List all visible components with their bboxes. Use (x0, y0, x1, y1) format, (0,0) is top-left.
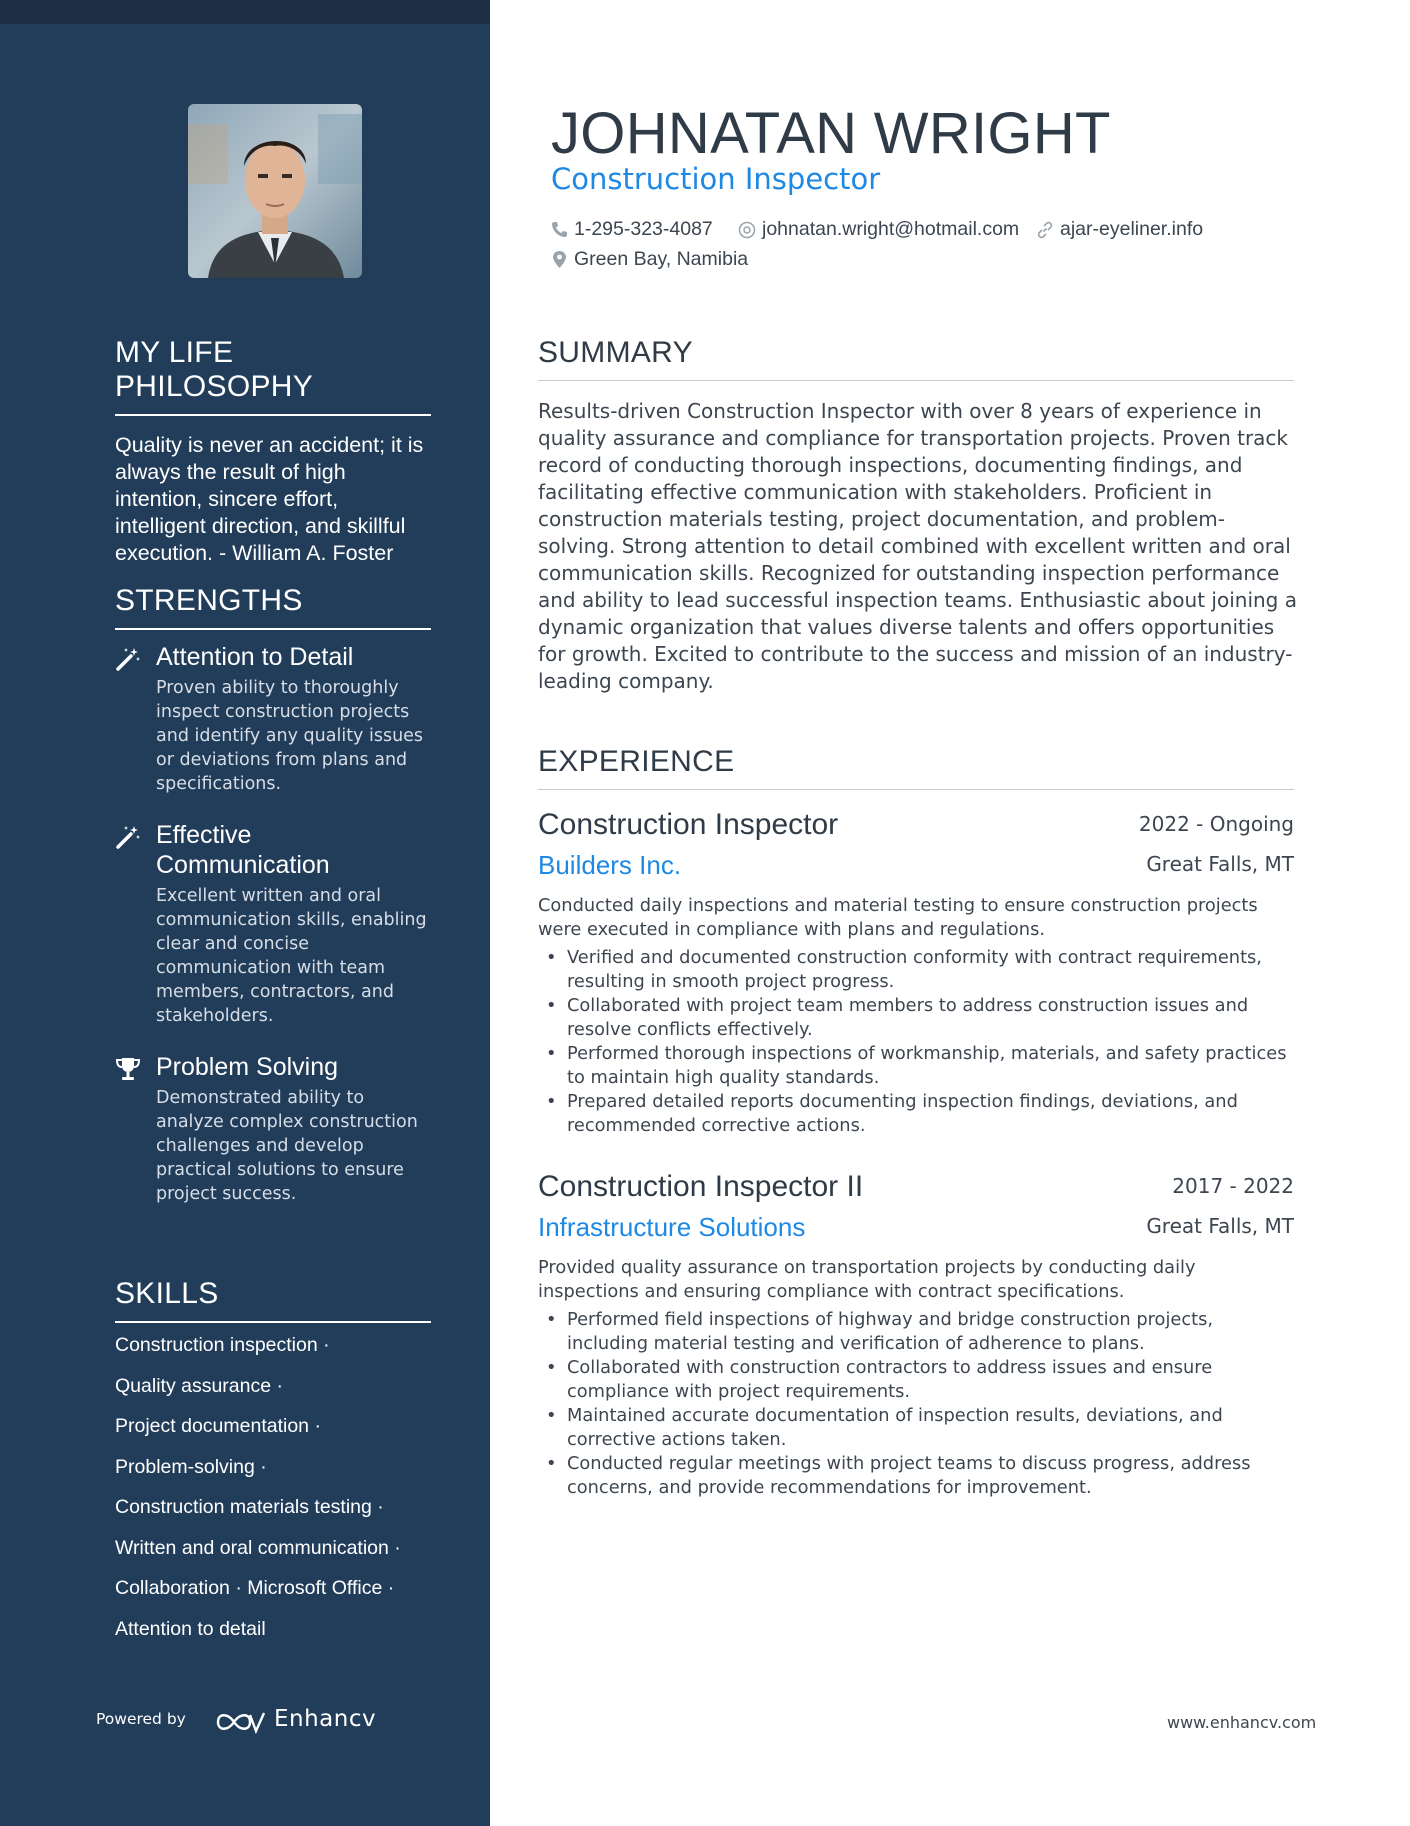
contact-website[interactable] (1036, 218, 1203, 241)
job-location: Great Falls, MT (1146, 852, 1294, 876)
contact-email[interactable] (738, 218, 1019, 241)
strengths-heading: STRENGTHS (115, 584, 431, 630)
job-bullet: • Conducted regular meetings with project teams to discuss progress, address concerns, and provide recommendations for improvement. (538, 1452, 1294, 1500)
summary-text: Results-driven Construction Inspector with over 8 years of experience in quality assurance and compliance for transportation projects. Proven track record of conducting thorough inspections, documenting findings, and facilitating effective communication with stakeholders. Proficient in construction materials testing, project documentation, and problem-solving. Strong attention to detail combined with excellent written and oral communication skills. Recognized for outstanding inspection performance and ability to lead successful inspection teams. Enthusiastic about joining a dynamic organization that values diverse talents and offers opportunities for growth. Excited to contribute to the success and mission of an industry-leading company. (538, 399, 1297, 693)
strength-description: Proven ability to thoroughly inspect construction projects and identify any quality issues or deviations from plans and specifications. (156, 678, 424, 794)
job-description: Provided quality assurance on transportation projects by conducting daily inspections and ensuring compliance with contract specifications. (538, 1257, 1196, 1302)
strengths-section (115, 584, 431, 1206)
trophy-icon (115, 1056, 141, 1082)
skill-item: Project documentation · (115, 1415, 321, 1437)
job-location: Great Falls, MT (1146, 1214, 1294, 1238)
skill-item: Problem-solving · (115, 1455, 267, 1478)
job-company[interactable]: Builders Inc. (538, 850, 682, 880)
skills-list (115, 1325, 431, 1649)
magic-wand-icon (115, 646, 141, 672)
strength-description: Excellent written and oral communication skills, enabling clear and concise communication with team members, contractors, and stakeholders. (156, 886, 427, 1026)
candidate-name: JOHNATAN WRIGHT (551, 101, 1111, 166)
job-bullet: • Performed field inspections of highway and bridge construction projects, including material testing and verification of adherence to plans. (538, 1308, 1294, 1356)
location-pin-icon (551, 250, 568, 269)
job-bullet: • Maintained accurate documentation of inspection results, deviations, and corrective actions taken. (538, 1404, 1294, 1452)
email-text: johnatan.wright@hotmail.com (762, 218, 1020, 240)
skill-item: Attention to detail (115, 1617, 266, 1640)
job-bullet: • Prepared detailed reports documenting inspection findings, deviations, and recommended corrective actions. (538, 1090, 1294, 1138)
candidate-title: Construction Inspector (551, 162, 881, 196)
job-role: Construction Inspector II (538, 1170, 864, 1203)
strength-item (115, 820, 431, 1028)
skill-item: Collaboration · Microsoft Office · (115, 1577, 395, 1599)
experience-entry (538, 1170, 1294, 1500)
strength-item (115, 642, 431, 796)
profile-photo (188, 104, 362, 278)
contact-phone[interactable] (551, 218, 713, 241)
strength-description: Demonstrated ability to analyze complex construction challenges and develop practical solutions to ensure project success. (156, 1088, 418, 1204)
skill-item: Quality assurance · (115, 1374, 283, 1397)
sidebar-top-band (0, 0, 490, 24)
footer-website-link[interactable]: www.enhancv.com (1167, 1713, 1317, 1732)
job-bullet: • Performed thorough inspections of workmanship, materials, and safety practices to maintain high quality standards. (538, 1042, 1294, 1090)
job-description: Conducted daily inspections and material testing to ensure construction projects were executed in compliance with plans and regulations. (538, 895, 1258, 940)
phone-text: 1-295-323-4087 (574, 218, 713, 240)
enhancv-logo-icon[interactable] (214, 1707, 276, 1737)
job-dates: 2022 - Ongoing (1138, 812, 1294, 836)
link-icon (1036, 221, 1054, 239)
contact-location (551, 248, 748, 271)
philosophy-quote: Quality is never an accident; it is always the result of high intention, sincere effort, intelligent direction, and skillful execution. - William A. Foster (115, 433, 424, 565)
job-bullet: • Verified and documented construction conformity with contract requirements, resulting in smooth project progress. (538, 946, 1294, 994)
strength-title: Problem Solving (156, 1053, 339, 1081)
skill-item: Construction inspection · (115, 1334, 330, 1356)
job-bullet: • Collaborated with construction contractors to address issues and ensure compliance with project requirements. (538, 1356, 1294, 1404)
skill-item: Construction materials testing · (115, 1496, 384, 1518)
location-text: Green Bay, Namibia (574, 248, 749, 270)
strength-title: Effective Communication (156, 821, 330, 879)
philosophy-heading: MY LIFE PHILOSOPHY (115, 336, 431, 416)
phone-icon (551, 221, 568, 238)
sidebar (0, 0, 490, 1826)
job-company[interactable]: Infrastructure Solutions (538, 1212, 806, 1242)
powered-by-label: Powered by (96, 1710, 186, 1728)
philosophy-section (115, 336, 431, 567)
skills-heading: SKILLS (115, 1277, 431, 1323)
experience-entry (538, 808, 1294, 1138)
strength-item (115, 1052, 431, 1206)
magic-wand-icon (115, 824, 141, 850)
enhancv-brand[interactable]: Enhancv (274, 1706, 377, 1732)
job-bullets (538, 946, 1294, 1138)
at-icon (738, 221, 756, 239)
strength-title: Attention to Detail (156, 643, 354, 671)
job-role: Construction Inspector (538, 808, 839, 841)
job-bullet: • Collaborated with project team members to address construction issues and resolve conflicts effectively. (538, 994, 1294, 1042)
skills-section (115, 1277, 431, 1649)
job-bullets (538, 1308, 1294, 1500)
summary-heading: SUMMARY (538, 336, 1294, 381)
job-dates: 2017 - 2022 (1172, 1174, 1294, 1198)
experience-heading: EXPERIENCE (538, 745, 1294, 790)
skill-item: Written and oral communication · (115, 1536, 401, 1559)
website-text: ajar-eyeliner.info (1060, 218, 1204, 240)
